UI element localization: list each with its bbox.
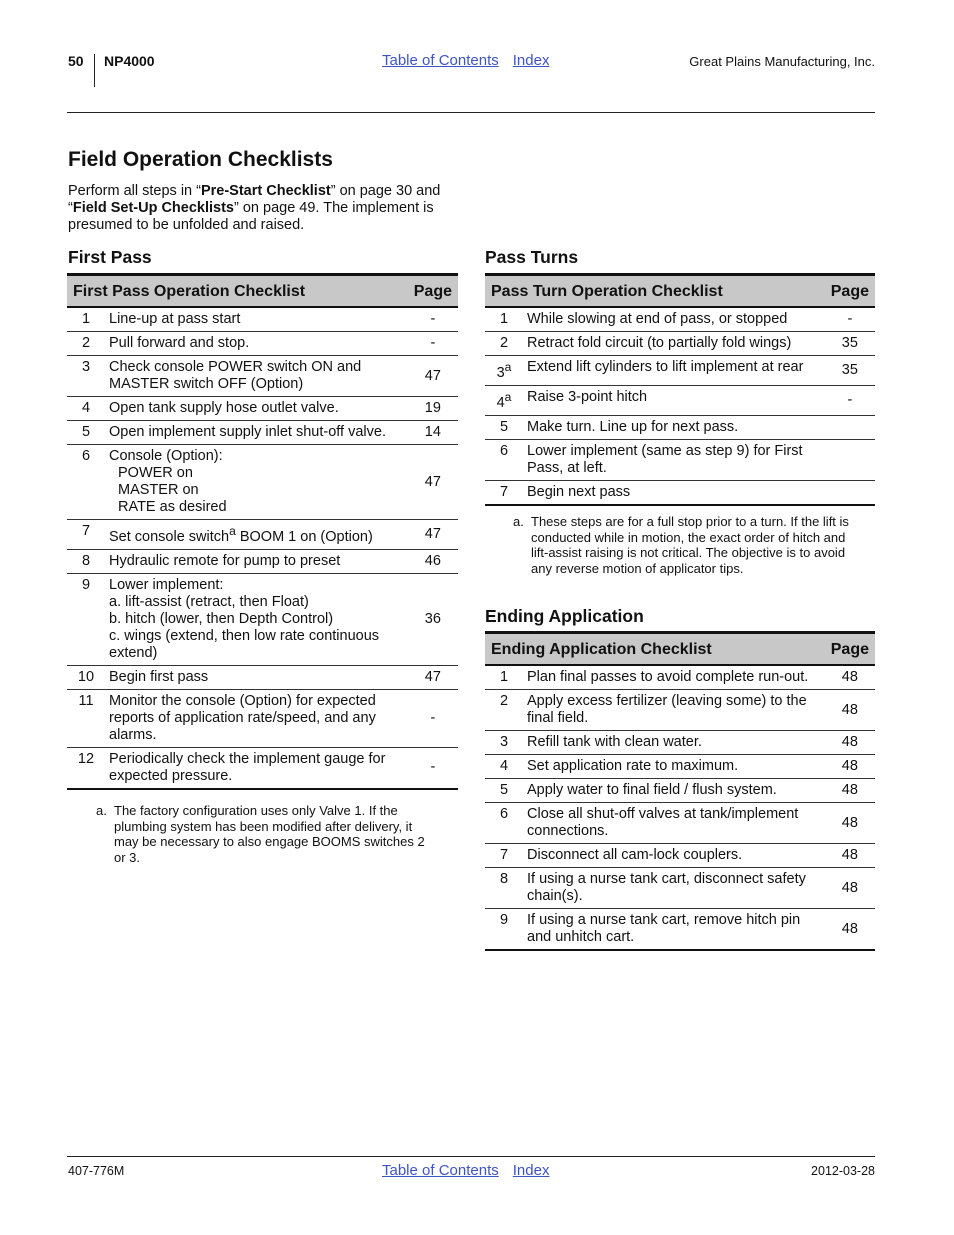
step-number — [67, 421, 105, 445]
footer-nav — [382, 1162, 549, 1179]
checklist-row — [485, 415, 875, 439]
sub-step: b. hitch (lower, then Depth Control) — [109, 610, 334, 627]
intro-paragraph: Perform all steps in “Pre-Start Checklist” on page 30 and “Field Set-Up Checklists” on page 49. The implement is presumed to be unfolded and raised. — [68, 183, 441, 233]
step-number — [67, 665, 105, 689]
first-pass-heading: First Pass — [68, 247, 152, 267]
checklist-row — [67, 445, 458, 520]
header-divider — [94, 54, 95, 87]
step-text — [523, 779, 825, 803]
step-number-value: 1 — [499, 311, 509, 327]
step-text-value: Line-up at pass start — [109, 311, 241, 327]
step-number — [485, 356, 523, 386]
first-pass-footnote: a. The factory configuration uses only Valve 1. If the plumbing system has been modified after delivery, it may be necessary to also engage BOOMS switches 2 or 3. — [96, 803, 425, 865]
page-reference: 47 — [408, 356, 458, 397]
step-text-value: Lower implement: — [109, 576, 224, 593]
checklist-row — [485, 356, 875, 386]
pass-turns-heading: Pass Turns — [485, 247, 579, 267]
header-rule — [67, 112, 875, 113]
step-number-value: 5 — [499, 418, 509, 435]
checklist-row — [67, 747, 458, 789]
step-text — [105, 421, 408, 445]
page-reference: 35 — [825, 356, 875, 386]
step-number — [67, 445, 105, 520]
company-name: Great Plains Manufacturing, Inc. — [689, 54, 875, 69]
checklist-row — [67, 307, 458, 332]
step-number-value: 6 — [81, 448, 91, 464]
step-text-value: Set application rate to maximum. — [527, 758, 739, 774]
page-reference: 46 — [408, 549, 458, 573]
step-text — [105, 520, 408, 550]
checklist-row — [485, 690, 875, 731]
checklist-row — [485, 731, 875, 755]
page-reference: 19 — [408, 397, 458, 421]
page-reference: 48 — [825, 844, 875, 868]
checklist-row — [67, 332, 458, 356]
ending-application-table — [485, 631, 875, 951]
checklist-row — [485, 755, 875, 779]
step-text-value: Open implement supply inlet shut-off valve. — [109, 424, 386, 440]
step-text — [523, 909, 825, 951]
step-text-value: Extend lift cylinders to lift implement at rear — [527, 359, 804, 375]
footnote-marker: a — [229, 524, 236, 538]
step-text — [105, 307, 408, 332]
step-text-value: While slowing at end of pass, or stopped — [527, 311, 788, 327]
step-text — [523, 803, 825, 844]
step-number-value: 2 — [499, 335, 509, 351]
step-text-value: Raise 3-point hitch — [527, 388, 648, 405]
step-text — [105, 573, 408, 665]
header-nav — [382, 52, 549, 69]
step-text-part: Set console switch — [109, 528, 230, 545]
step-number-value: 5 — [81, 424, 91, 440]
page-reference: 35 — [825, 332, 875, 356]
footer-index-link[interactable]: Index — [512, 1162, 550, 1179]
step-number — [67, 356, 105, 397]
step-number-value: 3 — [499, 734, 509, 750]
step-number — [485, 307, 523, 332]
step-text-value: Make turn. Line up for next pass. — [527, 418, 739, 435]
checklist-row — [485, 307, 875, 332]
step-text-value: Begin first pass — [109, 668, 209, 685]
document-number: 407-776M — [68, 1164, 125, 1178]
step-number-value: 12 — [77, 750, 95, 767]
step-text-value: Apply excess fertilizer (leaving some) to the final field. — [527, 693, 807, 726]
sub-step: RATE as desired — [118, 499, 227, 515]
checklist-row — [67, 573, 458, 665]
step-number — [67, 397, 105, 421]
step-text — [105, 549, 408, 573]
checklist-row — [485, 665, 875, 690]
checklist-row — [485, 332, 875, 356]
ending-application-heading: Ending Application — [485, 606, 644, 626]
page-reference: 48 — [825, 803, 875, 844]
step-text-value: Check console POWER switch ON and MASTER switch OFF (Option) — [109, 359, 362, 392]
checklist-row — [485, 909, 875, 951]
step-text-value: Retract fold circuit (to partially fold wings) — [527, 335, 792, 351]
page-reference: 48 — [825, 690, 875, 731]
sub-step: a. lift-assist (retract, then Float) — [109, 593, 309, 610]
step-number-value: 1 — [81, 311, 91, 327]
step-number — [485, 755, 523, 779]
checklist-row — [67, 520, 458, 550]
checklist-row — [67, 397, 458, 421]
step-number — [485, 415, 523, 439]
pass-turns-col-title: Pass Turn Operation Checklist — [485, 275, 825, 308]
field-setup-reference: Field Set-Up Checklists — [72, 200, 234, 216]
checklist-row — [485, 779, 875, 803]
step-number-value: 7 — [499, 847, 509, 863]
step-text — [523, 356, 825, 386]
step-text-value: Disconnect all cam-lock couplers. — [527, 847, 743, 863]
step-text — [105, 665, 408, 689]
sub-step-continuation: extend) — [109, 644, 158, 661]
page-number: 50 — [68, 53, 84, 69]
step-text — [523, 415, 825, 439]
page-reference: 47 — [408, 445, 458, 520]
step-number — [485, 439, 523, 480]
page-reference: - — [408, 307, 458, 332]
pass-turns-footnote: a. These steps are for a full stop prior to a turn. If the lift is conducted while in motion, the exact order of hitch and lift-assist raising is not critical. The objective is to avoid any reverse motion of applicator tips. — [513, 514, 849, 576]
step-number — [485, 690, 523, 731]
step-number — [67, 747, 105, 789]
step-number — [67, 573, 105, 665]
page-reference: - — [825, 385, 875, 415]
step-number-value: 2 — [499, 693, 509, 709]
pass-turns-table — [485, 273, 875, 506]
step-text — [523, 385, 825, 415]
step-text-part: BOOM 1 on (Option) — [235, 528, 373, 545]
checklist-row — [67, 421, 458, 445]
step-number — [67, 520, 105, 550]
sub-step: POWER on — [118, 465, 193, 481]
header-index-link[interactable]: Index — [512, 52, 550, 69]
page-reference: 48 — [825, 731, 875, 755]
page-reference — [825, 415, 875, 439]
step-number — [485, 480, 523, 505]
step-text — [523, 731, 825, 755]
step-text — [105, 332, 408, 356]
step-text — [105, 747, 408, 789]
step-text — [523, 844, 825, 868]
step-text-value: Periodically check the implement gauge for expected pressure. — [109, 750, 386, 784]
pre-start-reference: Pre-Start Checklist — [200, 183, 331, 199]
step-text-value: Lower implement (same as step 9) for First Pass, at left. — [527, 442, 803, 476]
step-number — [485, 332, 523, 356]
page-reference: 48 — [825, 755, 875, 779]
step-number — [485, 385, 523, 415]
page-reference: 48 — [825, 909, 875, 951]
step-number-value: 7 — [499, 483, 509, 500]
step-number-value: 7 — [81, 523, 91, 539]
step-text — [523, 307, 825, 332]
first-pass-col-page: Page — [408, 275, 458, 308]
step-number — [67, 332, 105, 356]
document-date: 2012-03-28 — [811, 1164, 875, 1178]
step-number-value: 3 — [496, 364, 505, 381]
step-text — [105, 445, 408, 520]
page-reference: 48 — [825, 779, 875, 803]
step-text — [523, 439, 825, 480]
step-text — [523, 755, 825, 779]
step-text-value: Pull forward and stop. — [109, 335, 250, 351]
step-text — [523, 665, 825, 690]
step-number-value: 8 — [499, 871, 509, 887]
first-pass-col-title: First Pass Operation Checklist — [67, 275, 408, 308]
page-title: Field Operation Checklists — [68, 148, 333, 171]
step-number-value: 4 — [496, 394, 505, 411]
model-name: NP4000 — [104, 53, 155, 69]
step-number-value: 2 — [81, 335, 91, 351]
checklist-row — [485, 868, 875, 909]
step-text — [523, 480, 825, 505]
page-reference: - — [408, 747, 458, 789]
step-number-value: 1 — [499, 669, 509, 685]
page-reference: 48 — [825, 665, 875, 690]
step-text — [105, 397, 408, 421]
step-text-value: Monitor the console (Option) for expected reports of application rate/speed, and any alarms. — [109, 692, 376, 743]
footer-rule — [67, 1156, 875, 1157]
step-number — [485, 731, 523, 755]
step-text-value: Open tank supply hose outlet valve. — [109, 400, 339, 416]
checklist-row — [67, 356, 458, 397]
step-number-value: 8 — [81, 552, 91, 569]
step-text — [523, 690, 825, 731]
step-text-value: Plan final passes to avoid complete run-out. — [527, 669, 809, 685]
step-text — [523, 868, 825, 909]
checklist-row — [67, 549, 458, 573]
page-reference: - — [408, 689, 458, 747]
step-number — [485, 803, 523, 844]
step-text-value: Apply water to final field / flush system. — [527, 782, 777, 798]
ending-col-page: Page — [825, 633, 875, 666]
step-number — [485, 665, 523, 690]
checklist-row — [485, 385, 875, 415]
step-number-value: 10 — [77, 668, 95, 685]
sub-step: c. wings (extend, then low rate continuous — [109, 627, 380, 644]
step-number-value: 4 — [499, 758, 509, 774]
page-reference: 14 — [408, 421, 458, 445]
step-number — [485, 844, 523, 868]
step-number-value: 3 — [81, 359, 91, 375]
step-number-value: 6 — [499, 806, 509, 822]
step-number-value: 5 — [499, 782, 509, 798]
ending-col-title: Ending Application Checklist — [485, 633, 825, 666]
step-number — [67, 549, 105, 573]
step-number-value: 9 — [499, 912, 509, 928]
step-text — [105, 356, 408, 397]
step-text-value: Console (Option): — [109, 448, 223, 464]
step-text-value: Hydraulic remote for pump to preset — [109, 552, 341, 569]
footer-toc-link[interactable]: Table of Contents — [382, 1162, 499, 1179]
step-text — [523, 332, 825, 356]
page-reference — [825, 439, 875, 480]
page-reference: 48 — [825, 868, 875, 909]
footnote-marker: a — [504, 389, 512, 404]
step-number — [485, 868, 523, 909]
page-reference: 47 — [408, 520, 458, 550]
step-text-value: If using a nurse tank cart, remove hitch pin and unhitch cart. — [527, 912, 801, 945]
step-text — [105, 689, 408, 747]
checklist-row — [67, 665, 458, 689]
checklist-row — [67, 689, 458, 747]
step-number-value: 4 — [81, 400, 91, 416]
page-reference: 47 — [408, 665, 458, 689]
step-text-value: Begin next pass — [527, 483, 631, 500]
checklist-row — [485, 480, 875, 505]
step-text-value: Refill tank with clean water. — [527, 734, 702, 750]
step-number-value: 11 — [78, 692, 94, 709]
checklist-row — [485, 844, 875, 868]
page-reference — [825, 480, 875, 505]
step-number — [67, 689, 105, 747]
pass-turns-col-page: Page — [825, 275, 875, 308]
checklist-row — [485, 439, 875, 480]
step-text-value: Close all shut-off valves at tank/implement connections. — [527, 806, 799, 839]
sub-step: MASTER on — [118, 482, 199, 498]
checklist-row — [485, 803, 875, 844]
header-toc-link[interactable]: Table of Contents — [382, 52, 499, 69]
step-text-value: If using a nurse tank cart, disconnect safety chain(s). — [527, 871, 806, 904]
step-number — [485, 779, 523, 803]
step-number-value: 6 — [499, 442, 509, 459]
step-number-value: 9 — [81, 576, 91, 593]
page-reference: 36 — [408, 573, 458, 665]
step-number — [67, 307, 105, 332]
first-pass-table — [67, 273, 458, 790]
footnote-marker: a — [504, 360, 512, 374]
step-number — [485, 909, 523, 951]
page-reference: - — [408, 332, 458, 356]
page-reference: - — [825, 307, 875, 332]
